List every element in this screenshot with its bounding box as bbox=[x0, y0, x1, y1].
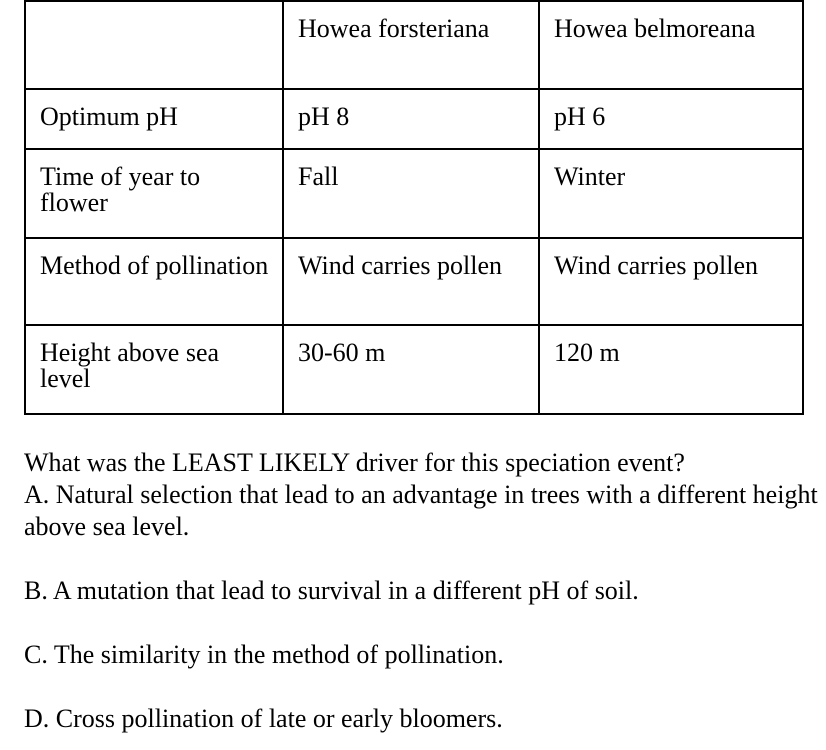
table-cell: Winter bbox=[539, 149, 803, 238]
species-comparison-table bbox=[24, 0, 804, 415]
answer-option-c: C. The similarity in the method of pollination. bbox=[24, 640, 504, 669]
answer-option-b: B. A mutation that lead to survival in a different pH of soil. bbox=[24, 576, 639, 605]
table-header-cell-empty bbox=[25, 1, 283, 89]
table-header-row bbox=[25, 1, 803, 89]
table-cell: Fall bbox=[283, 149, 539, 238]
table-cell: 120 m bbox=[539, 325, 803, 414]
table-cell: Wind carries pollen bbox=[539, 238, 803, 325]
table-cell: pH 6 bbox=[539, 89, 803, 149]
table-row-label: Height above sea level bbox=[25, 325, 283, 414]
table-header-cell-forsteriana: Howea forsteriana bbox=[283, 1, 539, 89]
answer-option-d: D. Cross pollination of late or early bloomers. bbox=[24, 704, 503, 733]
table-row bbox=[25, 238, 803, 325]
question-block bbox=[24, 447, 819, 735]
table-row-label: Method of pollination bbox=[25, 238, 283, 325]
table-row bbox=[25, 149, 803, 238]
table-cell: Wind carries pollen bbox=[283, 238, 539, 325]
table-row-label: Time of year to flower bbox=[25, 149, 283, 238]
answer-option-a: A. Natural selection that lead to an advantage in trees with a different height above sea level. bbox=[24, 480, 818, 541]
table-row bbox=[25, 89, 803, 149]
question-text: What was the LEAST LIKELY driver for this speciation event? bbox=[24, 448, 685, 477]
table-cell: pH 8 bbox=[283, 89, 539, 149]
table-row-label: Optimum pH bbox=[25, 89, 283, 149]
table-row bbox=[25, 325, 803, 414]
table-header-cell-belmoreana: Howea belmoreana bbox=[539, 1, 803, 89]
table-cell: 30-60 m bbox=[283, 325, 539, 414]
